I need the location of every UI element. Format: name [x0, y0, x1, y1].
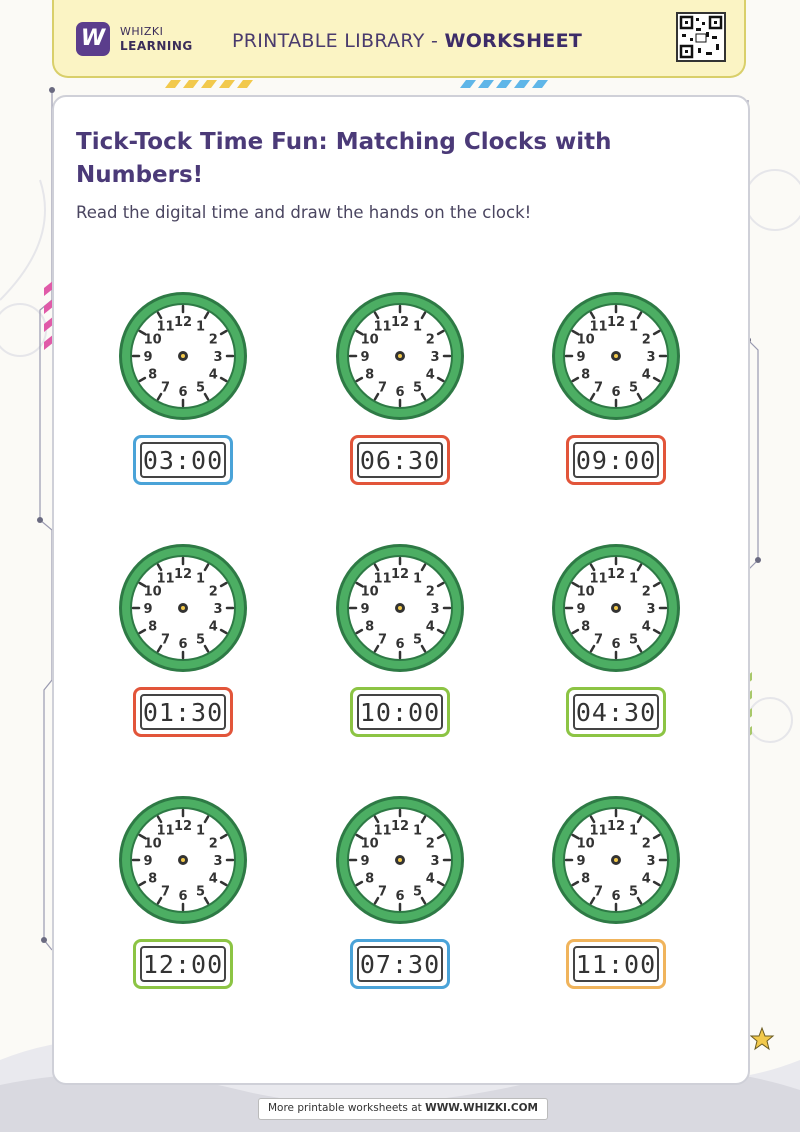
clock-number: 12 [390, 315, 410, 330]
clock-number: 4 [208, 619, 218, 635]
analog-clock-face[interactable] [333, 793, 467, 927]
footer-prefix: More printable worksheets at [267, 1102, 426, 1114]
clock-number: 11 [373, 823, 392, 839]
clock-number: 5 [195, 380, 206, 396]
clock-cell [546, 541, 686, 741]
clock-number: 6 [611, 889, 621, 904]
digital-time: 06:30 [357, 442, 443, 478]
clock-number: 9 [143, 602, 153, 617]
clock-number: 6 [611, 385, 621, 400]
analog-clock-face[interactable] [333, 541, 467, 675]
clock-number: 11 [156, 571, 175, 587]
clock-number: 2 [208, 836, 218, 852]
clock-number: 11 [156, 823, 175, 839]
clock-number: 11 [589, 823, 608, 839]
digital-clock [350, 435, 450, 485]
clock-cell [330, 541, 470, 741]
clock-number: 4 [425, 871, 435, 887]
clock-number: 2 [425, 836, 435, 852]
analog-clock-face[interactable] [333, 289, 467, 423]
clock-number: 4 [641, 871, 651, 887]
digital-clock [133, 687, 233, 737]
clock-number: 12 [390, 819, 410, 834]
clock-number: 9 [576, 602, 586, 617]
clock-number: 9 [360, 602, 370, 617]
clock-number: 10 [360, 332, 379, 348]
clock-number: 3 [213, 602, 223, 617]
clock-number: 2 [425, 332, 435, 348]
worksheet-title: Tick-Tock Time Fun: Matching Clocks with Numbers! [76, 129, 612, 188]
clock-number: 7 [160, 884, 171, 900]
clock-number: 6 [395, 889, 405, 904]
clock-number: 7 [377, 380, 388, 396]
analog-clock-face[interactable] [116, 289, 250, 423]
digital-clock [350, 687, 450, 737]
clock-number: 8 [148, 619, 158, 635]
clock-number: 10 [360, 584, 379, 600]
header-title-bold: WORKSHEET [444, 30, 583, 52]
clock-number: 6 [178, 889, 188, 904]
clock-number: 12 [606, 315, 626, 330]
digital-clock [566, 435, 666, 485]
analog-clock-face[interactable] [549, 541, 683, 675]
clock-number: 4 [641, 619, 651, 635]
clock-number: 1 [628, 319, 639, 335]
clock-number: 2 [208, 332, 218, 348]
clock-number: 4 [208, 367, 218, 383]
clock-number: 7 [593, 884, 604, 900]
clock-number: 6 [395, 385, 405, 400]
digital-clock [350, 939, 450, 989]
clock-cell [546, 289, 686, 489]
analog-clock-face[interactable] [549, 793, 683, 927]
header-title [232, 30, 582, 52]
clock-number: 9 [143, 350, 153, 365]
clock-number: 4 [425, 367, 435, 383]
clock-number: 1 [628, 823, 639, 839]
footer-banner [258, 1098, 548, 1120]
digital-time: 10:00 [357, 694, 443, 730]
brand-line-2: LEARNING [120, 39, 193, 53]
clock-number: 5 [412, 380, 423, 396]
clock-number: 6 [395, 637, 405, 652]
clock-number: 8 [365, 367, 375, 383]
clock-number: 7 [593, 632, 604, 648]
clock-number: 9 [360, 854, 370, 869]
clock-number: 8 [365, 871, 375, 887]
yellow-dash-accent [165, 80, 255, 88]
digital-time: 12:00 [140, 946, 226, 982]
worksheet-instruction: Read the digital time and draw the hands on the clock! [76, 203, 532, 222]
clock-number: 3 [213, 854, 223, 869]
blue-dash-accent [460, 80, 550, 88]
clock-number: 1 [195, 319, 206, 335]
clock-number: 7 [377, 884, 388, 900]
digital-clock [133, 939, 233, 989]
clock-number: 12 [173, 567, 193, 582]
clock-cell [113, 541, 253, 741]
clock-number: 4 [425, 619, 435, 635]
clock-number: 10 [576, 836, 595, 852]
clock-number: 10 [143, 584, 162, 600]
clock-number: 3 [646, 350, 656, 365]
digital-clock [133, 435, 233, 485]
brand-name[interactable] [120, 24, 193, 54]
clock-number: 1 [412, 571, 423, 587]
digital-clock [566, 939, 666, 989]
clock-number: 1 [412, 319, 423, 335]
clock-number: 5 [628, 632, 639, 648]
clock-number: 10 [576, 584, 595, 600]
clock-number: 11 [156, 319, 175, 335]
digital-time: 01:30 [140, 694, 226, 730]
digital-time: 04:30 [573, 694, 659, 730]
digital-time: 03:00 [140, 442, 226, 478]
clock-cell [330, 793, 470, 993]
clock-number: 8 [581, 619, 591, 635]
clock-number: 6 [611, 637, 621, 652]
clock-number: 3 [430, 602, 440, 617]
qr-code-icon[interactable] [676, 12, 726, 62]
clock-number: 5 [195, 632, 206, 648]
clock-number: 6 [178, 637, 188, 652]
clock-cell [546, 793, 686, 993]
clock-number: 3 [646, 602, 656, 617]
digital-time: 07:30 [357, 946, 443, 982]
clock-number: 5 [412, 884, 423, 900]
clock-cell [330, 289, 470, 489]
clock-number: 1 [195, 571, 206, 587]
digital-time: 11:00 [573, 946, 659, 982]
clock-number: 3 [430, 854, 440, 869]
analog-clock-face[interactable] [116, 541, 250, 675]
clock-cell [113, 793, 253, 993]
clock-number: 6 [178, 385, 188, 400]
clock-number: 10 [143, 332, 162, 348]
clock-number: 10 [576, 332, 595, 348]
clock-number: 9 [360, 350, 370, 365]
clock-number: 9 [143, 854, 153, 869]
clock-number: 2 [208, 584, 218, 600]
clock-number: 12 [390, 567, 410, 582]
clock-number: 1 [412, 823, 423, 839]
clock-number: 2 [641, 332, 651, 348]
clock-number: 5 [628, 380, 639, 396]
clock-number: 12 [606, 567, 626, 582]
clock-number: 2 [641, 584, 651, 600]
digital-time: 09:00 [573, 442, 659, 478]
clock-number: 1 [195, 823, 206, 839]
clock-number: 8 [581, 367, 591, 383]
clock-number: 8 [365, 619, 375, 635]
clock-number: 3 [646, 854, 656, 869]
clock-number: 3 [213, 350, 223, 365]
clock-number: 4 [641, 367, 651, 383]
clock-number: 10 [360, 836, 379, 852]
clock-number: 12 [173, 819, 193, 834]
clock-number: 3 [430, 350, 440, 365]
clock-number: 8 [148, 871, 158, 887]
clock-number: 2 [641, 836, 651, 852]
brand-line-1: WHIZKI [120, 25, 164, 38]
clock-number: 7 [160, 632, 171, 648]
clock-number: 11 [373, 571, 392, 587]
clock-number: 4 [208, 871, 218, 887]
footer-site-link[interactable]: WWW.WHIZKI.COM [425, 1102, 538, 1114]
analog-clock-face[interactable] [116, 793, 250, 927]
header-banner [52, 0, 746, 78]
clock-number: 12 [173, 315, 193, 330]
analog-clock-face[interactable] [549, 289, 683, 423]
clock-number: 11 [589, 319, 608, 335]
clock-number: 2 [425, 584, 435, 600]
clock-number: 9 [576, 350, 586, 365]
header-title-prefix: PRINTABLE LIBRARY - [232, 30, 445, 52]
clock-number: 5 [195, 884, 206, 900]
clock-number: 7 [593, 380, 604, 396]
clock-number: 10 [143, 836, 162, 852]
digital-clock [566, 687, 666, 737]
clock-number: 5 [628, 884, 639, 900]
clock-number: 11 [589, 571, 608, 587]
clock-number: 9 [576, 854, 586, 869]
clock-number: 8 [148, 367, 158, 383]
clock-number: 7 [377, 632, 388, 648]
clock-number: 11 [373, 319, 392, 335]
clock-number: 7 [160, 380, 171, 396]
clock-number: 1 [628, 571, 639, 587]
whizki-logo-icon[interactable]: W [76, 22, 110, 56]
clock-number: 5 [412, 632, 423, 648]
clock-cell [113, 289, 253, 489]
clock-number: 12 [606, 819, 626, 834]
clock-number: 8 [581, 871, 591, 887]
